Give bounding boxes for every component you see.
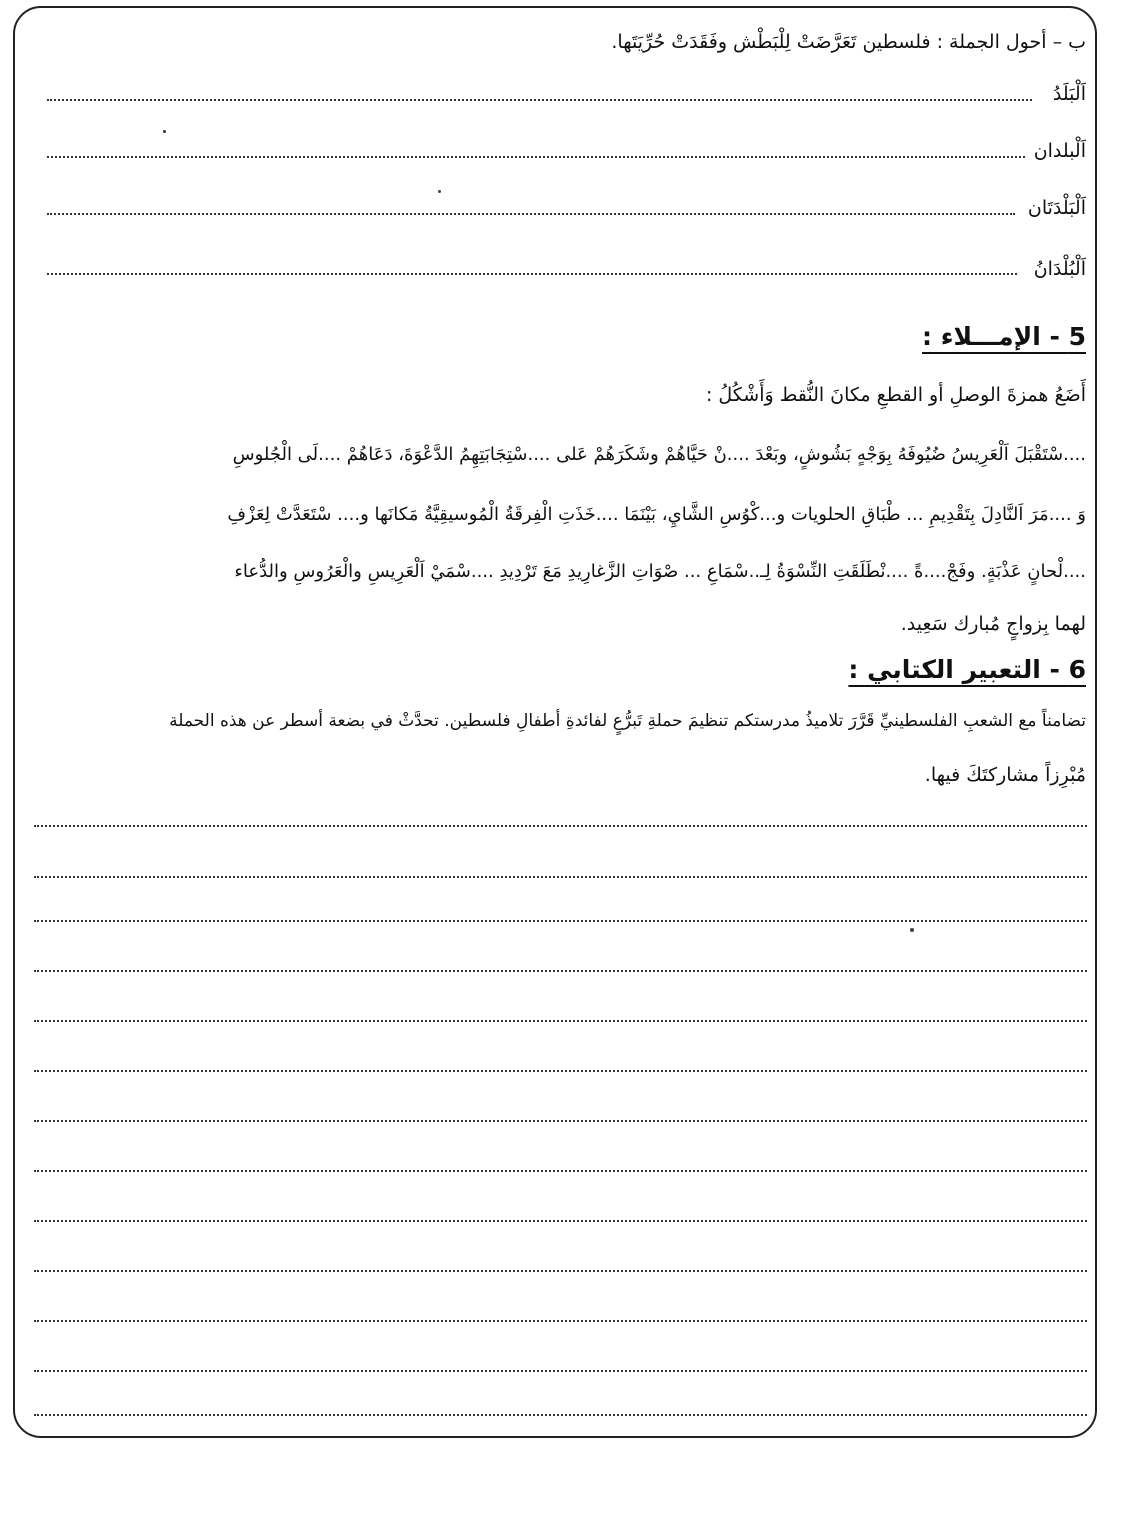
answer-line-3[interactable] xyxy=(47,213,1015,215)
writing-line[interactable] xyxy=(34,876,1087,878)
form-item-3: اَلْبَلْدَتَان xyxy=(1027,197,1086,219)
scan-speck xyxy=(910,928,914,932)
section-5-heading: 5 - الإمـــلاء : xyxy=(922,322,1086,351)
writing-line[interactable] xyxy=(34,1414,1087,1416)
writing-line[interactable] xyxy=(34,920,1087,922)
form-item-4: اَلْبُلْدَانُ xyxy=(1033,258,1086,280)
section-5-instruction: أَضَعُ همزةَ الوصلِ أو القطعِ مكانَ النُّقط وَأَشْكُلُ : xyxy=(705,384,1086,406)
writing-line[interactable] xyxy=(34,825,1087,827)
section-6-prompt-line-1: تضامناً مع الشعبِ الفلسطينيِّ قَرَّرَ تلاميذُ مدرستكم تنظيمَ حملةِ تَبرُّعٍ لفائدةِ أطفالِ فلسطين. تحدَّثْ في بضعة أسطر عن هذه الحملة xyxy=(169,711,1086,731)
writing-line[interactable] xyxy=(34,1220,1087,1222)
dictation-line-1: ....سْتَقْبَلَ اَلْعَرِيسُ ضُيُوفَهُ بِوَجْهٍ بَشُوشٍ، وبَعْدَ ....نْ حَيَّاهُمْ وشَكَرَهُمْ عَلى ....سْتِجَابَتِهِمُ الدَّعْوَةَ، دَعَاهُمْ ....لَى الْجُلوسِ xyxy=(232,444,1086,465)
answer-line-4[interactable] xyxy=(47,273,1017,275)
writing-line[interactable] xyxy=(34,1170,1087,1172)
scan-speck xyxy=(163,130,166,133)
part-b-instruction: ب – أحول الجملة : فلسطين تَعَرَّضَتْ لِلْبَطْش وفَقَدَتْ حُرِّيَتَها. xyxy=(611,31,1086,53)
writing-line[interactable] xyxy=(34,1320,1087,1322)
writing-line[interactable] xyxy=(34,1070,1087,1072)
answer-line-1[interactable] xyxy=(47,99,1032,101)
writing-line[interactable] xyxy=(34,970,1087,972)
scan-speck xyxy=(438,190,441,193)
writing-line[interactable] xyxy=(34,1370,1087,1372)
answer-line-2[interactable] xyxy=(47,156,1025,158)
dictation-line-3: ....لْحانٍ عَذْبَةٍ. وفَجْ....ةً ....نْطَلَقَتِ النِّسْوَةُ لِـ..سْمَاعِ ... صْوَاتِ الزَّغارِيدِ مَعَ تَرْدِيدِ ....سْمَيْ اَلْعَرِيسِ والْعَرُوسِ والدُّعاء xyxy=(234,561,1086,582)
writing-line[interactable] xyxy=(34,1270,1087,1272)
dictation-line-4: لهما بِزواجٍ مُبارك سَعِيد. xyxy=(900,613,1086,635)
section-6-heading: 6 - التعبير الكتابي : xyxy=(848,655,1086,684)
writing-line[interactable] xyxy=(34,1020,1087,1022)
dictation-line-2: وَ ....مَرَ اَلنَّادِلَ بِتَقْدِيمِ ... طْبَاقِ الحلويات و...كْوُسِ الشَّايِ، بَيْنَمَا ....خَذَتِ الْفِرقَةُ الْمُوسيقِيَّةُ مَكانَها و.... سْتَعَدَّتْ لِعَزْفِ xyxy=(227,504,1086,525)
form-item-2: اَلْبلدان xyxy=(1033,140,1086,162)
form-item-1: اَلْبَلَدُ xyxy=(1052,83,1086,105)
section-6-prompt-line-2: مُبْرِزاً مشاركتَكَ فيها. xyxy=(924,764,1086,786)
writing-line[interactable] xyxy=(34,1120,1087,1122)
